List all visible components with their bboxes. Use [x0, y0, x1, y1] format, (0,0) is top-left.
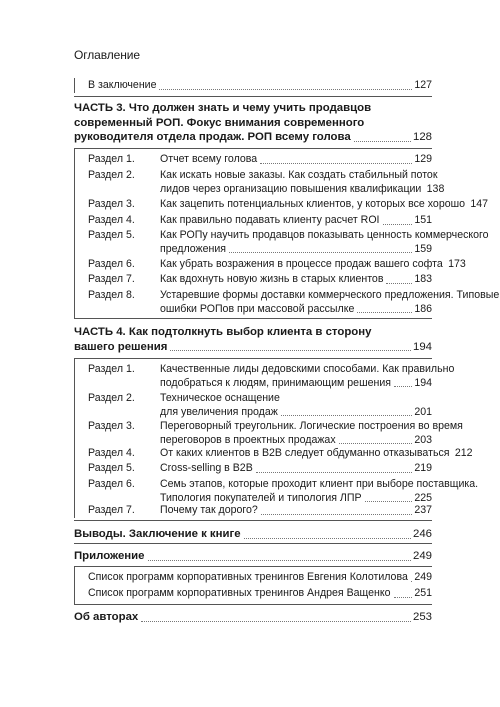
section-number: Раздел 3.: [88, 198, 135, 210]
section-title: предложения: [160, 242, 227, 255]
section-number: Раздел 6.: [88, 258, 135, 270]
page-number: 128: [412, 131, 432, 143]
section-number: Раздел 1.: [88, 153, 135, 165]
divider: [74, 566, 432, 567]
page-number: 219: [414, 462, 432, 474]
section-title: Как зацепить потенциальных клиентов, у которых все хорошо: [160, 198, 465, 210]
divider-vertical: [74, 358, 75, 518]
section-number: Раздел 2.: [88, 169, 135, 181]
page-number: 151: [414, 214, 432, 226]
page-number: 183: [414, 273, 432, 285]
page-number: 251: [414, 587, 432, 599]
section-title: Почему так дорого?: [160, 504, 258, 516]
divider-vertical: [74, 148, 75, 318]
entry-label: В заключение: [88, 79, 157, 91]
part-title-line: Выводы. Заключение к книге: [74, 528, 241, 540]
page-number: 159: [414, 242, 432, 255]
divider: [74, 543, 432, 544]
section-title: Cross-selling в B2B: [160, 462, 253, 474]
page-number: 138: [426, 182, 445, 195]
part-title-line: Об авторах: [74, 611, 139, 623]
page-number: 194: [414, 376, 432, 389]
section-number: Раздел 2.: [88, 392, 135, 404]
section-title: Как искать новые заказы. Как создать стабильный поток: [160, 169, 438, 181]
divider: [74, 96, 432, 97]
toc-title: Оглавление: [74, 48, 140, 62]
divider: [74, 358, 432, 359]
page-number: 237: [414, 504, 432, 516]
section-number: Раздел 5.: [88, 229, 135, 241]
page-number: 249: [414, 571, 432, 583]
section-title: подобраться к людям, принимающим решения: [160, 376, 391, 389]
page-number: 203: [414, 433, 432, 446]
section-number: Раздел 1.: [88, 363, 135, 375]
section-title: От каких клиентов в B2B следует обдуманно отказываться: [160, 447, 450, 459]
section-title: Как РОПу научить продавцов показывать ценность коммерческого: [160, 229, 489, 241]
page-number: 225: [414, 491, 432, 504]
page-number: 173: [448, 258, 466, 270]
divider-vertical: [74, 78, 75, 93]
section-number: Раздел 8.: [88, 289, 135, 301]
part-title-line: современный РОП. Фокус внимания современного: [74, 116, 365, 129]
appendix-item-title: Список программ корпоративных тренингов Евгения Колотилова: [88, 571, 408, 583]
divider-vertical: [74, 566, 75, 604]
page-number: 147: [470, 198, 488, 210]
page-number: 201: [414, 405, 432, 418]
section-number: Раздел 3.: [88, 420, 135, 432]
section-title: Качественные лиды дедовскими способами. Как правильно: [160, 363, 455, 375]
page-number: 129: [414, 153, 432, 165]
appendix-item-title: Список программ корпоративных тренингов Андрея Ващенко: [88, 587, 391, 599]
section-title: ошибки РОПов при массовой рассылке: [160, 302, 355, 315]
page-number: 212: [454, 447, 473, 459]
toc-conclusions[interactable]: [74, 527, 432, 542]
part-title-line: вашего решения: [74, 340, 168, 353]
toc-authors[interactable]: [74, 610, 432, 625]
section-number: Раздел 7.: [88, 504, 135, 516]
section-number: Раздел 5.: [88, 462, 135, 474]
page-number: 246: [412, 528, 432, 540]
page-number: 249: [412, 550, 432, 562]
divider: [74, 604, 432, 605]
section-title: переговоров в проектных продажах: [160, 433, 336, 446]
part-title-line: ЧАСТЬ 3. Что должен знать и чему учить продавцов: [74, 102, 372, 114]
section-title: Как убрать возражения в процессе продаж вашего софта: [160, 258, 443, 270]
page-number: 127: [414, 79, 432, 91]
part-title-line: Приложение: [74, 550, 145, 562]
section-number: Раздел 4.: [88, 214, 135, 226]
part-title-line: ЧАСТЬ 4. Как подтолкнуть выбор клиента в сторону: [74, 326, 372, 338]
toc-part-3[interactable]: [74, 101, 432, 145]
section-title: Как правильно подавать клиенту расчет ROI: [160, 214, 380, 226]
section-title: для увеличения продаж: [160, 405, 278, 418]
section-number: Раздел 4.: [88, 447, 135, 459]
section-number: Раздел 6.: [88, 478, 135, 490]
divider: [74, 148, 432, 149]
section-number: Раздел 7.: [88, 273, 135, 285]
section-title: Типология покупателей и типология ЛПР: [160, 491, 362, 504]
page-number: 194: [412, 340, 432, 353]
section-title: лидов через организацию повышения квалификации: [160, 182, 422, 195]
section-title: Техническое оснащение: [160, 392, 280, 404]
divider: [74, 318, 432, 319]
page-number: 253: [412, 611, 432, 623]
section-title: Отчет всему голова: [160, 153, 258, 165]
part-title-line: руководителя отдела продаж. РОП всему голова: [74, 131, 351, 143]
page-number: 186: [414, 302, 432, 315]
section-title: Как вдохнуть новую жизнь в старых клиентов: [160, 273, 384, 285]
section-title: Устаревшие формы доставки коммерческого предложения. Типовые: [160, 289, 500, 301]
toc-part-4[interactable]: [74, 325, 432, 354]
toc-appendix[interactable]: [74, 549, 432, 564]
divider: [74, 520, 432, 521]
section-title: Переговорный треугольник. Логические построения во время: [160, 420, 463, 432]
section-title: Семь этапов, которые проходит клиент при выборе поставщика.: [160, 478, 479, 490]
